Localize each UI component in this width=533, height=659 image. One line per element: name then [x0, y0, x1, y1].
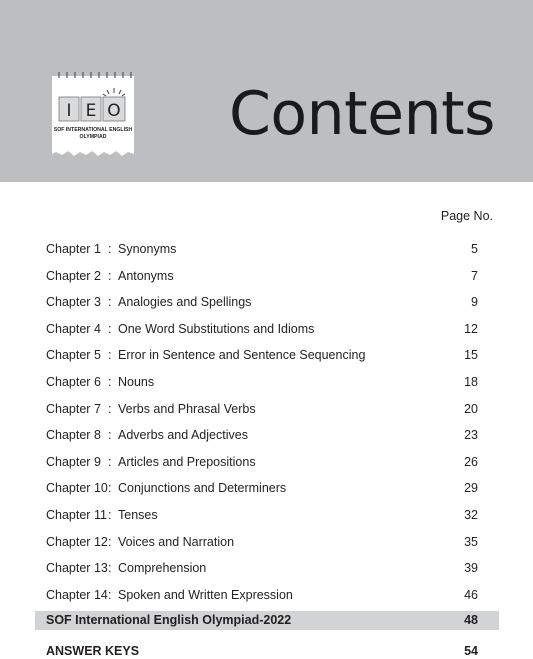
toc-row[interactable] [46, 425, 478, 445]
toc-page-number: 7 [471, 268, 478, 283]
chapter-title: One Word Substitutions and Idioms [118, 321, 315, 336]
toc-row[interactable] [46, 319, 478, 339]
chapter-separator: : [108, 428, 112, 443]
chapter-label: Chapter 13 [46, 561, 108, 576]
chapter-title: Nouns [118, 375, 155, 389]
svg-text:OLYMPIAD: OLYMPIAD [79, 134, 107, 140]
chapter-title: Error in Sentence and Sentence Sequencing [118, 348, 366, 363]
toc-row-olympiad[interactable] [35, 611, 499, 630]
chapter-title: Spoken and Written Expression [118, 587, 293, 602]
chapter-separator: : [108, 534, 112, 549]
toc-row[interactable] [46, 372, 478, 392]
toc-page-number: 20 [464, 401, 478, 416]
toc-entry-title: ANSWER KEYS [46, 644, 140, 658]
toc-page-number: 12 [464, 321, 478, 336]
chapter-separator: : [108, 375, 112, 389]
chapter-title: Tenses [118, 508, 158, 522]
toc-page-number: 39 [464, 561, 478, 576]
chapter-separator: : [108, 268, 112, 283]
chapter-label: Chapter 2 [46, 268, 101, 283]
chapter-label: Chapter 5 [46, 348, 101, 363]
toc-row-answer-keys[interactable] [46, 642, 478, 659]
chapter-separator: : [108, 348, 112, 363]
page-number-heading: Page No. [440, 209, 493, 223]
toc-page-number: 15 [464, 348, 478, 363]
header-band [0, 0, 533, 182]
toc-page-number: 54 [464, 644, 478, 658]
chapter-title: Articles and Prepositions [118, 454, 256, 469]
chapter-label: Chapter 6 [46, 375, 101, 389]
toc-page-number: 18 [464, 375, 478, 389]
chapter-separator: : [108, 508, 112, 522]
chapter-separator: : [108, 401, 112, 416]
toc-page-number: 29 [464, 481, 478, 496]
toc-row[interactable] [46, 478, 478, 498]
ieo-logo [50, 70, 136, 164]
chapter-separator: : [108, 321, 112, 336]
chapter-label: Chapter 8 [46, 428, 101, 443]
chapter-separator: : [108, 295, 112, 310]
chapter-label: Chapter 9 [46, 454, 101, 469]
chapter-separator: : [108, 561, 112, 576]
chapter-title: Synonyms [118, 242, 177, 256]
svg-text:I: I [66, 101, 72, 121]
svg-text:O: O [107, 101, 121, 121]
chapter-title: Antonyms [118, 268, 174, 283]
toc-row[interactable] [46, 345, 478, 365]
chapter-title: Adverbs and Adjectives [118, 428, 248, 443]
chapter-title: Analogies and Spellings [118, 295, 252, 310]
chapter-label: Chapter 10 [46, 481, 108, 496]
toc-page-number: 48 [464, 613, 478, 627]
chapter-label: Chapter 3 [46, 295, 101, 310]
toc-row[interactable] [46, 452, 478, 472]
toc-row[interactable] [46, 585, 478, 605]
toc-page-number: 23 [464, 428, 478, 443]
chapter-label: Chapter 12 [46, 534, 108, 549]
toc-page-number: 35 [464, 534, 478, 549]
chapter-label: Chapter 11 [46, 508, 107, 522]
toc-page-number: 5 [471, 242, 478, 256]
toc-page-number: 26 [464, 454, 478, 469]
page-title: Contents [229, 79, 495, 149]
chapter-label: Chapter 1 [46, 242, 101, 256]
chapter-label: Chapter 14 [46, 587, 108, 602]
svg-text:E: E [85, 101, 97, 121]
chapter-title: Comprehension [118, 561, 207, 576]
chapter-title: Verbs and Phrasal Verbs [118, 401, 256, 416]
chapter-label: Chapter 7 [46, 401, 101, 416]
chapter-title: Conjunctions and Determiners [118, 481, 287, 496]
toc-page-number: 32 [464, 508, 478, 522]
toc-entry-title: SOF International English Olympiad-2022 [46, 613, 292, 627]
toc-row[interactable] [46, 532, 478, 552]
chapter-title: Voices and Narration [118, 534, 235, 549]
chapter-label: Chapter 4 [46, 321, 101, 336]
toc-row[interactable] [46, 239, 478, 259]
chapter-separator: : [108, 242, 112, 256]
toc-row[interactable] [46, 558, 478, 578]
toc-page-number: 46 [464, 587, 478, 602]
toc-page-number: 9 [471, 295, 478, 310]
svg-text:SOF INTERNATIONAL ENGLISH: SOF INTERNATIONAL ENGLISH [53, 127, 133, 133]
chapter-separator: : [108, 587, 112, 602]
chapter-separator: : [108, 454, 112, 469]
toc-row[interactable] [46, 292, 478, 312]
toc-row[interactable] [46, 505, 478, 525]
toc-row[interactable] [46, 266, 478, 286]
chapter-separator: : [108, 481, 112, 496]
toc-row[interactable] [46, 399, 478, 419]
